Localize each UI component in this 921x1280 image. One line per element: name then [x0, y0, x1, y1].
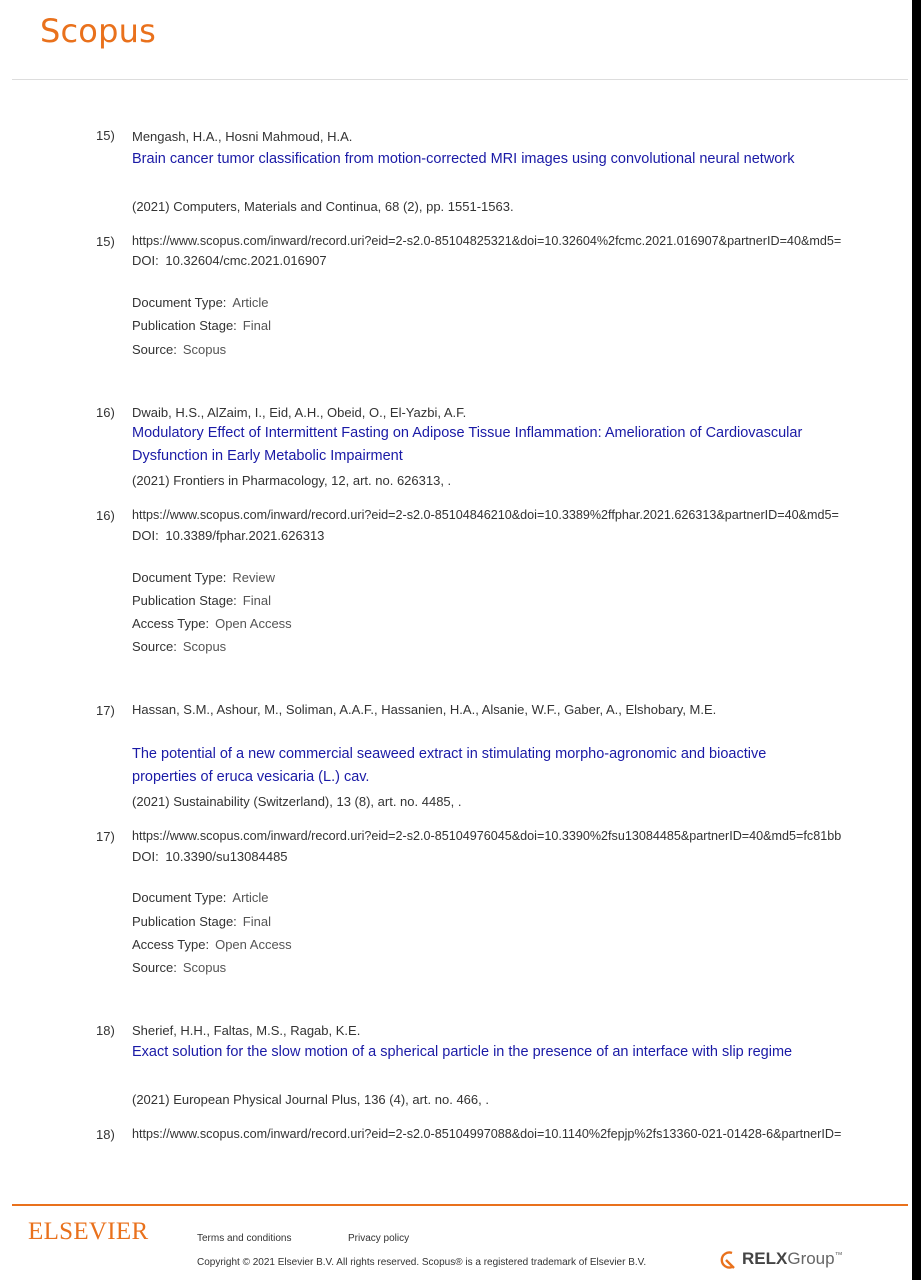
relx-tm: ™	[834, 1250, 843, 1260]
entry-number: 16)	[96, 508, 115, 523]
doi-label: DOI:	[132, 849, 159, 864]
doi-value: 10.32604/cmc.2021.016907	[165, 253, 327, 268]
terms-link[interactable]: Terms and conditions	[197, 1233, 292, 1244]
entry-authors: Mengash, H.A., Hosni Mahmoud, H.A.	[132, 129, 353, 144]
source-db-value: Scopus	[182, 639, 227, 654]
publication-stage	[132, 593, 271, 608]
source-db-label: Source:	[132, 639, 177, 654]
entry-number: 16)	[96, 405, 115, 420]
entry-url-link[interactable]: https://www.scopus.com/inward/record.uri?eid=2-s2.0-85104997088&doi=10.1140%2fepjp%2fs13360-021-01428-6&partnerID=	[132, 1127, 842, 1141]
publication-stage-value: Final	[242, 318, 271, 333]
access-type	[132, 937, 292, 952]
right-edge-bar	[912, 0, 921, 1280]
document-type-label: Document Type:	[132, 570, 227, 585]
document-type	[132, 295, 269, 310]
source-db-label: Source:	[132, 342, 177, 357]
access-type-label: Access Type:	[132, 616, 210, 631]
entry-number: 15)	[96, 234, 115, 249]
relx-mark-icon	[718, 1250, 738, 1270]
access-type-value: Open Access	[215, 937, 292, 952]
header	[0, 0, 912, 80]
footer-divider	[12, 1204, 908, 1206]
doi-label: DOI:	[132, 253, 159, 268]
entry-title-link[interactable]: Modulatory Effect of Intermittent Fasting on Adipose Tissue Inflammation: Amelioration of Cardiovascular Dysfunction in Early Metabolic Impairment	[132, 425, 803, 464]
entry-source: (2021) Frontiers in Pharmacology, 12, art. no. 626313, .	[132, 473, 452, 488]
source-db-value: Scopus	[182, 342, 227, 357]
document-type	[132, 890, 269, 905]
entry-authors: Dwaib, H.S., AlZaim, I., Eid, A.H., Obeid, O., El-Yazbi, A.F.	[132, 405, 467, 420]
publication-stage-label: Publication Stage:	[132, 914, 237, 929]
entry-number: 15)	[96, 128, 115, 143]
publication-stage-label: Publication Stage:	[132, 318, 237, 333]
entry-source: (2021) Computers, Materials and Continua, 68 (2), pp. 1551-1563.	[132, 199, 514, 214]
publication-stage-value: Final	[242, 593, 271, 608]
publication-stage	[132, 914, 271, 929]
scopus-logo[interactable]: Scopus	[40, 12, 156, 50]
source-db	[132, 639, 226, 654]
document-type-value: Article	[232, 295, 269, 310]
entry-authors: Hassan, S.M., Ashour, M., Soliman, A.A.F., Hassanien, H.A., Alsanie, W.F., Gaber, A., Elshobary, M.E.	[132, 702, 717, 717]
entry-title-link[interactable]: The potential of a new commercial seaweed extract in stimulating morpho-agronomic and bioactive properties of eruca vesicaria (L.) cav.	[132, 746, 767, 785]
copyright-text: Copyright © 2021 Elsevier B.V. All rights reserved. Scopus® is a registered trademark of Elsevier B.V.	[197, 1257, 647, 1268]
document-type-label: Document Type:	[132, 890, 227, 905]
entry-number: 18)	[96, 1023, 115, 1038]
elsevier-logo[interactable]: ELSEVIER	[28, 1218, 149, 1245]
entry-title-link[interactable]: Exact solution for the slow motion of a spherical particle in the presence of an interface with slip regime	[132, 1044, 793, 1060]
entry-url-link[interactable]: https://www.scopus.com/inward/record.uri?eid=2-s2.0-85104846210&doi=10.3389%2ffphar.2021.626313&partnerID=40&md5=	[132, 508, 839, 522]
entry-doi	[132, 253, 327, 268]
entry-source: (2021) European Physical Journal Plus, 136 (4), art. no. 466, .	[132, 1092, 489, 1107]
publication-stage-label: Publication Stage:	[132, 593, 237, 608]
access-type-label: Access Type:	[132, 937, 210, 952]
entry-number: 17)	[96, 703, 115, 718]
publication-stage-value: Final	[242, 914, 271, 929]
relx-bold-text: RELX	[742, 1249, 788, 1268]
header-divider	[12, 79, 908, 80]
access-type-value: Open Access	[215, 616, 292, 631]
privacy-link[interactable]: Privacy policy	[348, 1233, 410, 1244]
publication-stage	[132, 318, 271, 333]
relx-wordmark	[742, 1249, 843, 1269]
entry-url-link[interactable]: https://www.scopus.com/inward/record.uri?eid=2-s2.0-85104976045&doi=10.3390%2fsu13084485&partnerID=40&md5=fc81bb	[132, 829, 842, 843]
access-type	[132, 616, 292, 631]
document-type	[132, 570, 275, 585]
document-type-value: Article	[232, 890, 269, 905]
entry-title-link[interactable]: Brain cancer tumor classification from motion-corrected MRI images using convolutional neural network	[132, 151, 795, 167]
entry-number: 17)	[96, 829, 115, 844]
entry-doi	[132, 528, 324, 543]
document-type-label: Document Type:	[132, 295, 227, 310]
source-db	[132, 342, 226, 357]
relx-group-text: Group	[787, 1249, 835, 1268]
entry-doi	[132, 849, 288, 864]
entry-source: (2021) Sustainability (Switzerland), 13 (8), art. no. 4485, .	[132, 794, 462, 809]
entry-authors: Sherief, H.H., Faltas, M.S., Ragab, K.E.	[132, 1023, 361, 1038]
entry-url-link[interactable]: https://www.scopus.com/inward/record.uri?eid=2-s2.0-85104825321&doi=10.32604%2fcmc.2021.016907&partnerID=40&md5=	[132, 234, 842, 248]
source-db-value: Scopus	[182, 960, 227, 975]
source-db	[132, 960, 226, 975]
doi-value: 10.3389/fphar.2021.626313	[165, 528, 325, 543]
doi-value: 10.3390/su13084485	[165, 849, 288, 864]
doi-label: DOI:	[132, 528, 159, 543]
entry-number: 18)	[96, 1127, 115, 1142]
source-db-label: Source:	[132, 960, 177, 975]
document-type-value: Review	[232, 570, 276, 585]
